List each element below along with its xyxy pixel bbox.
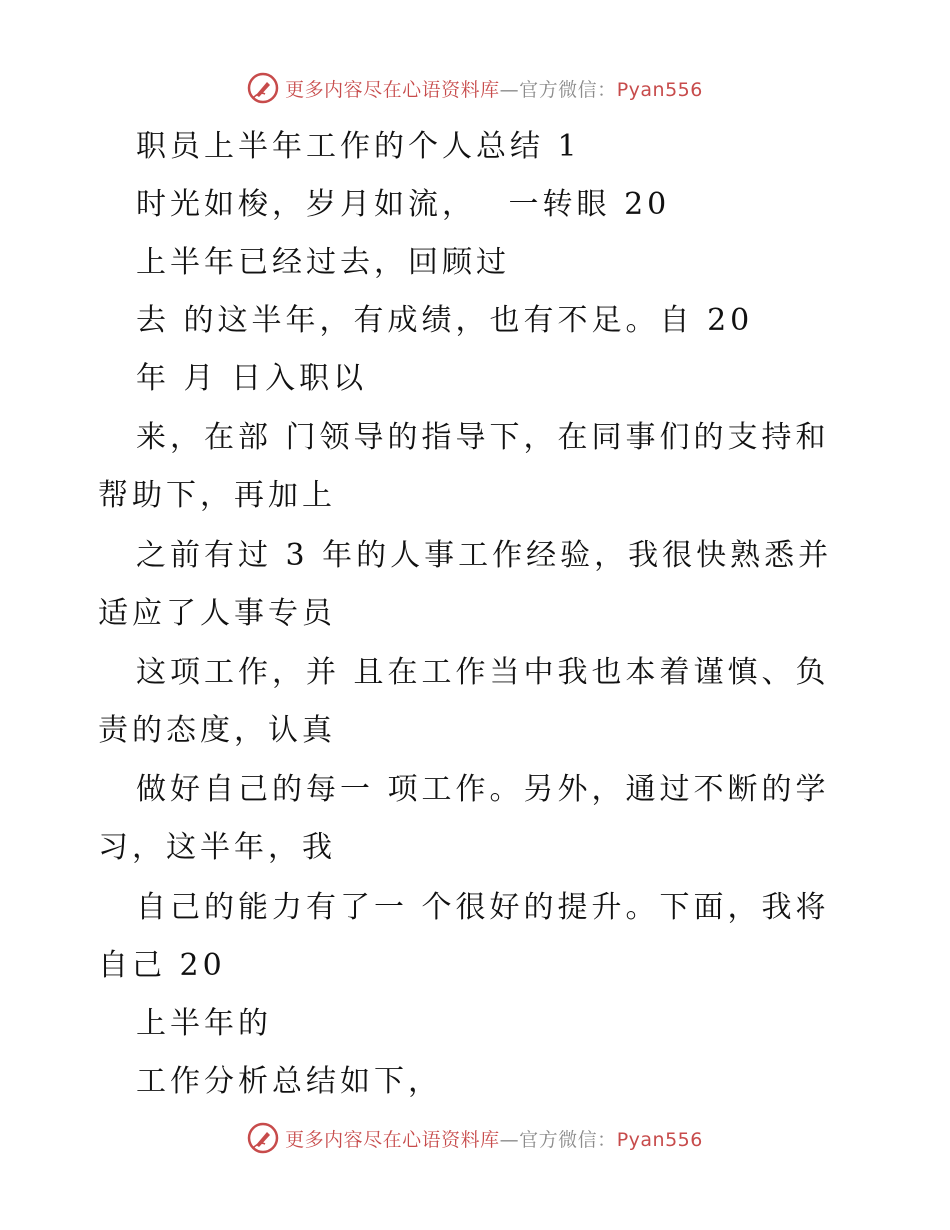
watermark-dash: — bbox=[499, 1128, 520, 1151]
watermark-text bbox=[285, 75, 703, 102]
footer-watermark bbox=[0, 1122, 950, 1154]
paragraph-line: 做好自己的每一 项工作。另外，通过不断的学 bbox=[136, 772, 830, 807]
paragraph-line: 适应了人事专员 bbox=[98, 596, 336, 631]
paragraph-line: 习，这半年，我 bbox=[98, 830, 336, 865]
pen-circle-logo-icon bbox=[247, 1122, 279, 1154]
document-title: 职员上半年工作的个人总结 1 bbox=[136, 129, 581, 164]
paragraph-line: 上半年的 bbox=[136, 1006, 272, 1041]
watermark-wechat-id: Pyan556 bbox=[616, 78, 703, 101]
watermark-site-text: 更多内容尽在心语资料库 bbox=[285, 1128, 500, 1151]
paragraph-line: 这项工作，并 且在工作当中我也本着谨慎、负 bbox=[136, 655, 830, 690]
paragraph-line: 帮助下，再加上 bbox=[98, 478, 336, 513]
watermark-wechat-label: 官方微信： bbox=[519, 1128, 617, 1151]
paragraph-line: 自己的能力有了一 个很好的提升。下面，我将 bbox=[136, 890, 830, 925]
paragraph-line: 上半年已经过去，回顾过 bbox=[136, 245, 510, 280]
paragraph-line: 自己 20 bbox=[98, 948, 226, 983]
header-watermark bbox=[0, 72, 950, 104]
watermark-site-text: 更多内容尽在心语资料库 bbox=[285, 78, 500, 101]
paragraph-line: 年 月 日入职以 bbox=[136, 361, 368, 396]
paragraph-line: 时光如梭，岁月如流， 一转眼 20 bbox=[136, 187, 671, 222]
paragraph-line: 来，在部 门领导的指导下，在同事们的支持和 bbox=[136, 420, 830, 455]
watermark-dash: — bbox=[499, 78, 520, 101]
paragraph-line: 责的态度，认真 bbox=[98, 713, 336, 748]
paragraph-line: 工作分析总结如下， bbox=[136, 1064, 442, 1099]
paragraph-line: 之前有过 3 年的人事工作经验，我很快熟悉并 bbox=[136, 538, 833, 573]
watermark-wechat-id: Pyan556 bbox=[616, 1128, 703, 1151]
watermark-wechat-label: 官方微信： bbox=[519, 78, 617, 101]
pen-circle-logo-icon bbox=[247, 72, 279, 104]
paragraph-line: 去 的这半年，有成绩，也有不足。自 20 bbox=[136, 303, 754, 338]
watermark-text bbox=[285, 1125, 703, 1152]
